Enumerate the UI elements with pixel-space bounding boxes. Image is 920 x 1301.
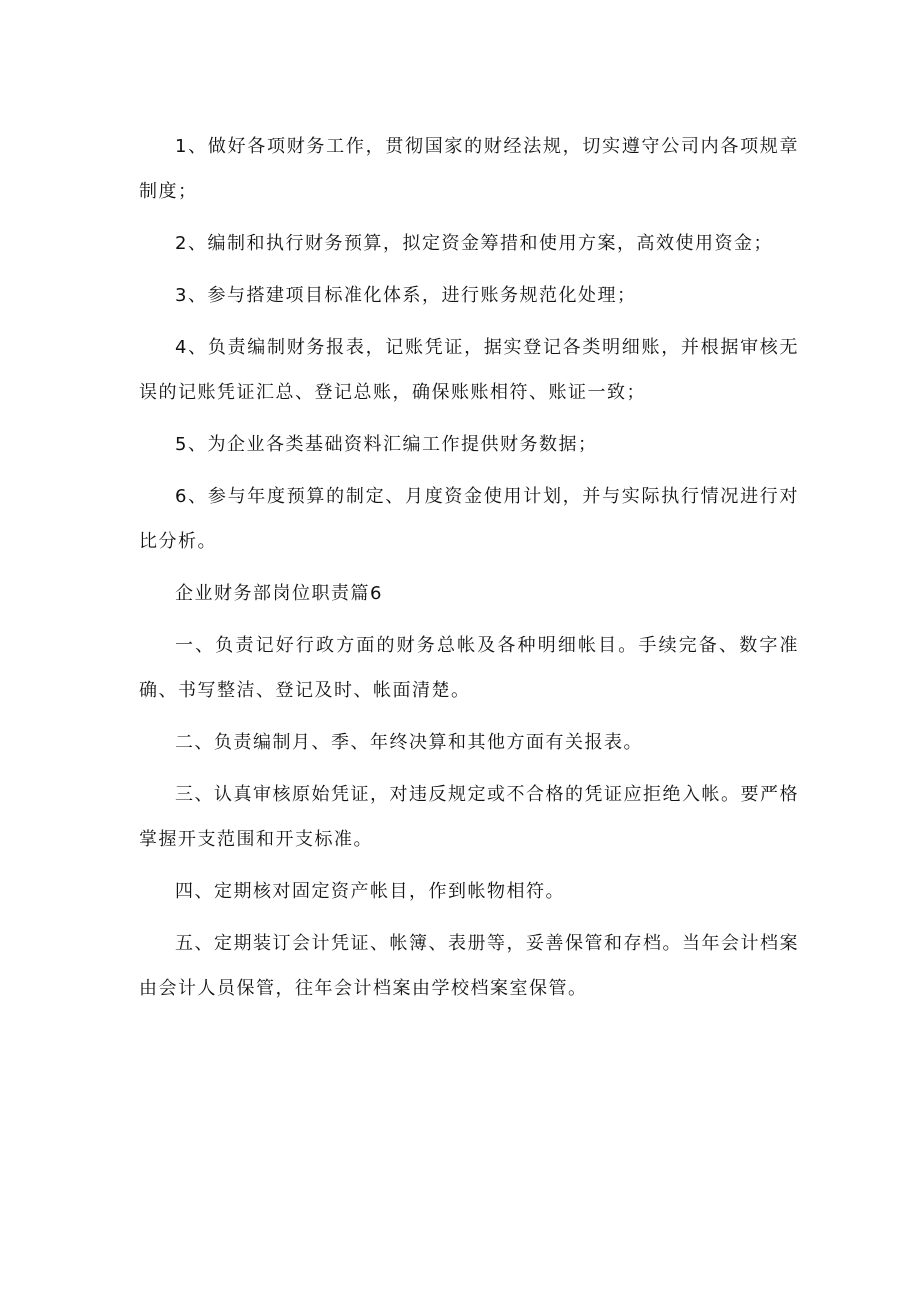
duty-item-1: 1、做好各项财务工作，贯彻国家的财经法规，切实遵守公司内各项规章制度； [139, 136, 799, 202]
duty-item-6: 6、参与年度预算的制定、月度资金使用计划，并与实际执行情况进行对比分析。 [139, 486, 799, 552]
duty-item-five: 五、定期装订会计凭证、帐簿、表册等，妥善保管和存档。当年会计档案由会计人员保管，往年会计档案由学校档案室保管。 [139, 933, 799, 999]
duty-item-four: 四、定期核对固定资产帐目，作到帐物相符。 [175, 881, 565, 902]
duty-item-5: 5、为企业各类基础资料汇编工作提供财务数据； [175, 434, 598, 455]
document-body [139, 124, 799, 1018]
duty-item-2: 2、编制和执行财务预算，拟定资金筹措和使用方案，高效使用资金； [175, 233, 773, 254]
duty-item-three: 三、认真审核原始凭证，对违反规定或不合格的凭证应拒绝入帐。要严格掌握开支范围和开支标准。 [139, 784, 799, 850]
duty-item-4: 4、负责编制财务报表，记账凭证，据实登记各类明细账，并根据审核无误的记账凭证汇总、登记总账，确保账账相符、账证一致； [139, 337, 799, 403]
duty-item-two: 二、负责编制月、季、年终决算和其他方面有关报表。 [175, 732, 643, 753]
duty-item-one: 一、负责记好行政方面的财务总帐及各种明细帐目。手续完备、数字准确、书写整洁、登记及时、帐面清楚。 [139, 635, 799, 701]
section-title: 企业财务部岗位职责篇6 [175, 583, 383, 604]
duty-item-3: 3、参与搭建项目标准化体系，进行账务规范化处理； [175, 285, 637, 306]
